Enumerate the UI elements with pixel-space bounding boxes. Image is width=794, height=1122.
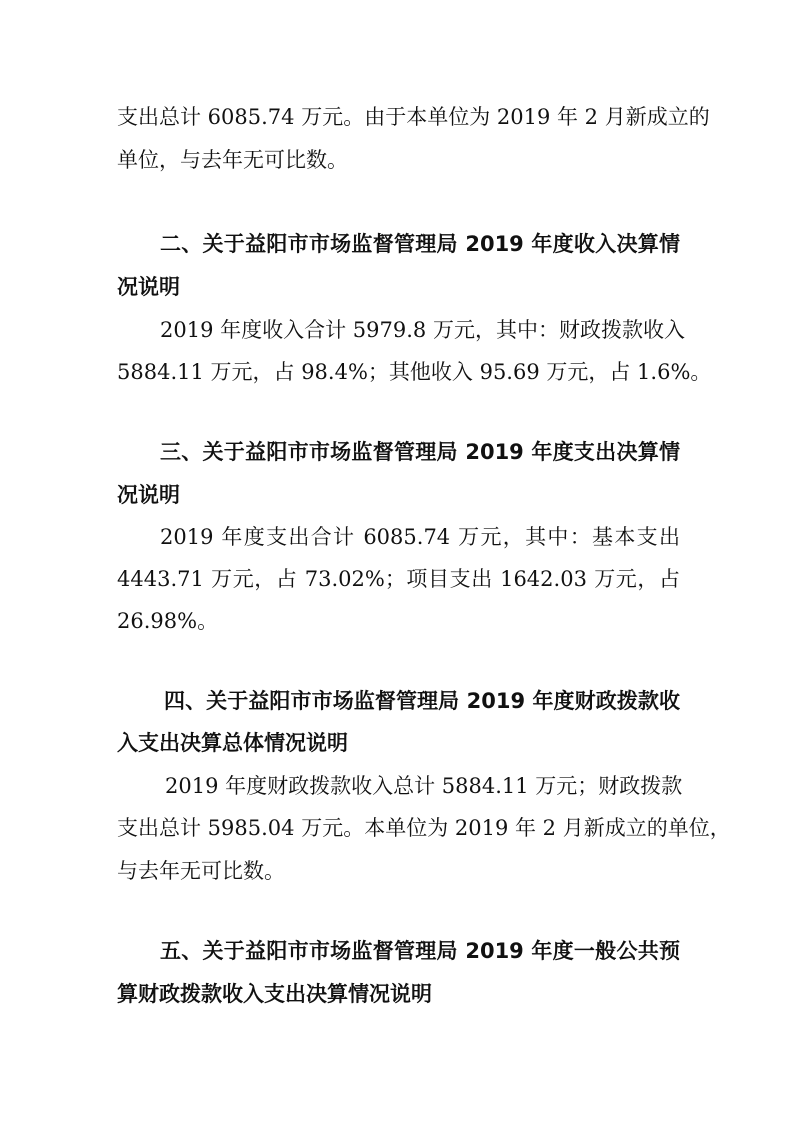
section2-heading-line-2: 况说明 xyxy=(117,275,180,299)
section3-heading-line-2: 况说明 xyxy=(117,483,180,507)
section4-body-line-1: 2019 年度财政拨款收入总计 5884.11 万元；财政拨款 xyxy=(165,774,683,798)
section3-body-line-3: 26.98%。 xyxy=(117,609,219,633)
section4-heading-line-2: 入支出决算总体情况说明 xyxy=(117,731,348,755)
section2-body-line-2: 5884.11 万元，占 98.4%；其他收入 95.69 万元，占 1.6%。 xyxy=(117,360,712,384)
section4-body-line-3: 与去年无可比数。 xyxy=(117,859,285,883)
section3-heading-line-1: 三、关于益阳市市场监督管理局 2019 年度支出决算情 xyxy=(160,440,680,464)
section3-body-line-2: 4443.71 万元，占 73.02%；项目支出 1642.03 万元，占 xyxy=(117,567,680,591)
section4-heading-line-1: 四、关于益阳市市场监督管理局 2019 年度财政拨款收 xyxy=(164,689,680,713)
intro-line-1: 支出总计 6085.74 万元。由于本单位为 2019 年 2 月新成立的 xyxy=(117,105,710,129)
section4-body-line-2: 支出总计 5985.04 万元。本单位为 2019 年 2 月新成立的单位， xyxy=(117,816,731,840)
section2-heading-line-1: 二、关于益阳市市场监督管理局 2019 年度收入决算情 xyxy=(160,232,680,256)
section5-heading-line-1: 五、关于益阳市市场监督管理局 2019 年度一般公共预 xyxy=(160,939,680,963)
section5-heading-line-2: 算财政拨款收入支出决算情况说明 xyxy=(117,982,432,1006)
intro-line-2: 单位，与去年无可比数。 xyxy=(117,148,348,172)
section3-body-line-1: 2019 年度支出合计 6085.74 万元，其中：基本支出 xyxy=(160,525,680,549)
section2-body-line-1: 2019 年度收入合计 5979.8 万元，其中：财政拨款收入 xyxy=(160,318,685,342)
